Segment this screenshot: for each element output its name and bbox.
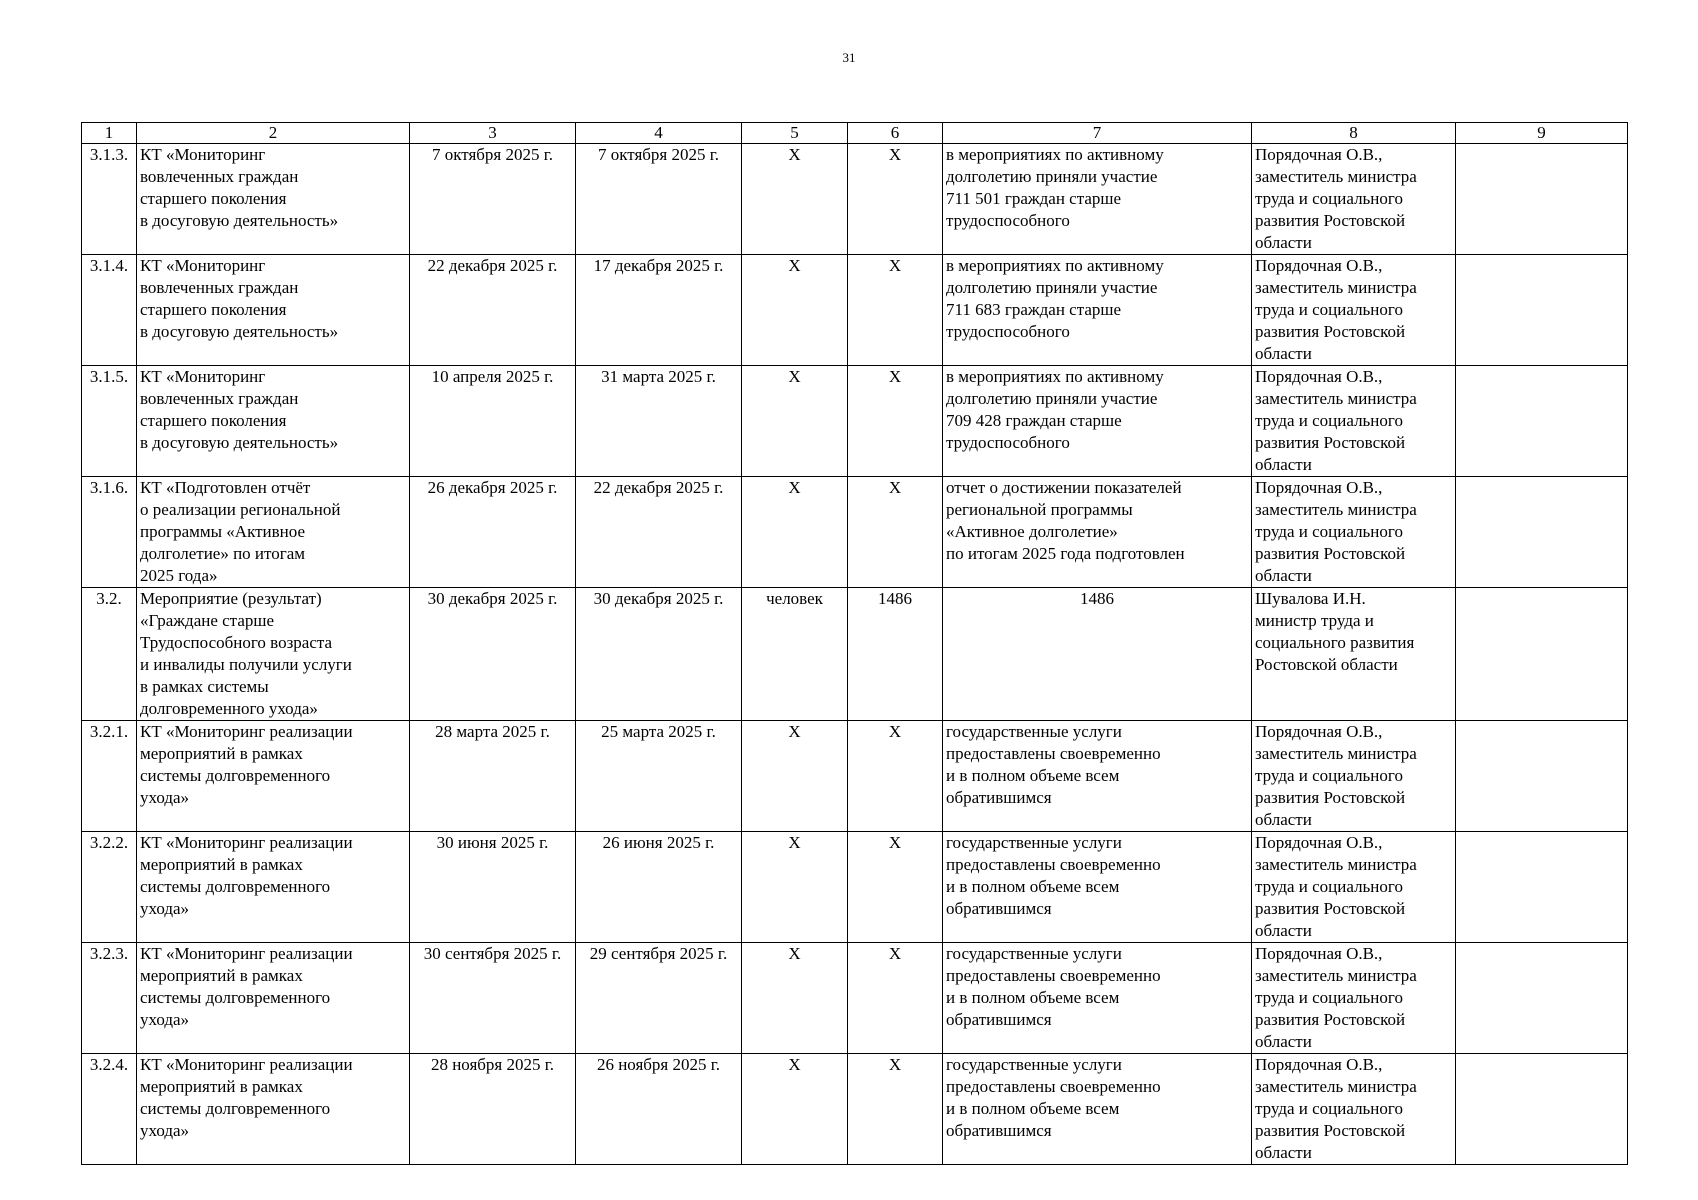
column-header: 3 [410,123,576,144]
planned-date-cell: 30 июня 2025 г. [410,832,576,943]
table-row [82,1054,1628,1165]
responsible-person-cell: Порядочная О.В., заместитель министра труда и социального развития Ростовской области [1252,1054,1456,1165]
planned-date-cell: 10 апреля 2025 г. [410,366,576,477]
event-name-cell: КТ «Мониторинг реализации мероприятий в рамках системы долговременного ухода» [137,721,410,832]
planned-date-cell: 26 декабря 2025 г. [410,477,576,588]
event-name-cell: КТ «Мониторинг вовлеченных граждан старшего поколения в досуговую деятельность» [137,366,410,477]
table-header-row [82,123,1628,144]
responsible-person-cell: Порядочная О.В., заместитель министра труда и социального развития Ростовской области [1252,721,1456,832]
row-number-cell: 3.2. [82,588,137,721]
result-text-cell: в мероприятиях по активному долголетию приняли участие 711 683 граждан старше трудоспособного [943,255,1252,366]
row-number-cell: 3.2.3. [82,943,137,1054]
planned-date-cell: 22 декабря 2025 г. [410,255,576,366]
result-text-cell: государственные услуги предоставлены своевременно и в полном объеме всем обратившимся [943,943,1252,1054]
unit-cell: Х [742,144,848,255]
row-number-cell: 3.1.3. [82,144,137,255]
responsible-person-cell: Порядочная О.В., заместитель министра труда и социального развития Ростовской области [1252,832,1456,943]
note-cell [1456,1054,1628,1165]
unit-cell: Х [742,366,848,477]
note-cell [1456,366,1628,477]
document-table [81,122,1628,1165]
planned-date-cell: 30 сентября 2025 г. [410,943,576,1054]
row-number-cell: 3.2.2. [82,832,137,943]
value-cell: Х [848,144,943,255]
responsible-person-cell: Порядочная О.В., заместитель министра труда и социального развития Ростовской области [1252,366,1456,477]
unit-cell: Х [742,721,848,832]
actual-date-cell: 22 декабря 2025 г. [576,477,742,588]
actual-date-cell: 29 сентября 2025 г. [576,943,742,1054]
column-header: 1 [82,123,137,144]
note-cell [1456,588,1628,721]
unit-cell: Х [742,1054,848,1165]
note-cell [1456,144,1628,255]
value-cell: Х [848,255,943,366]
value-cell: Х [848,366,943,477]
event-name-cell: КТ «Мониторинг реализации мероприятий в рамках системы долговременного ухода» [137,943,410,1054]
result-text-cell: государственные услуги предоставлены своевременно и в полном объеме всем обратившимся [943,721,1252,832]
row-number-cell: 3.2.4. [82,1054,137,1165]
table-row [82,477,1628,588]
result-text-cell: государственные услуги предоставлены своевременно и в полном объеме всем обратившимся [943,1054,1252,1165]
row-number-cell: 3.2.1. [82,721,137,832]
table-row [82,366,1628,477]
event-name-cell: КТ «Мониторинг вовлеченных граждан старшего поколения в досуговую деятельность» [137,144,410,255]
note-cell [1456,721,1628,832]
event-name-cell: КТ «Мониторинг вовлеченных граждан старшего поколения в досуговую деятельность» [137,255,410,366]
actual-date-cell: 26 ноября 2025 г. [576,1054,742,1165]
value-cell: Х [848,832,943,943]
actual-date-cell: 31 марта 2025 г. [576,366,742,477]
column-header: 4 [576,123,742,144]
result-text-cell: государственные услуги предоставлены своевременно и в полном объеме всем обратившимся [943,832,1252,943]
table-row [82,832,1628,943]
responsible-person-cell: Порядочная О.В., заместитель министра труда и социального развития Ростовской области [1252,943,1456,1054]
column-header: 9 [1456,123,1628,144]
table-row [82,255,1628,366]
event-name-cell: КТ «Подготовлен отчёт о реализации региональной программы «Активное долголетие» по итогам 2025 года» [137,477,410,588]
value-cell: Х [848,943,943,1054]
table-row [82,943,1628,1054]
event-name-cell: КТ «Мониторинг реализации мероприятий в рамках системы долговременного ухода» [137,1054,410,1165]
value-cell: 1486 [848,588,943,721]
responsible-person-cell: Порядочная О.В., заместитель министра труда и социального развития Ростовской области [1252,255,1456,366]
note-cell [1456,943,1628,1054]
row-number-cell: 3.1.4. [82,255,137,366]
result-text-cell: отчет о достижении показателей региональной программы «Активное долголетие» по итогам 2025 года подготовлен [943,477,1252,588]
responsible-person-cell: Порядочная О.В., заместитель министра труда и социального развития Ростовской области [1252,144,1456,255]
value-cell: Х [848,1054,943,1165]
value-cell: Х [848,477,943,588]
unit-cell: Х [742,255,848,366]
note-cell [1456,255,1628,366]
row-number-cell: 3.1.6. [82,477,137,588]
column-header: 8 [1252,123,1456,144]
unit-cell: Х [742,477,848,588]
page-number: 31 [842,50,856,65]
responsible-person-cell: Порядочная О.В., заместитель министра труда и социального развития Ростовской области [1252,477,1456,588]
table-row [82,588,1628,721]
actual-date-cell: 17 декабря 2025 г. [576,255,742,366]
responsible-person-cell: Шувалова И.Н. министр труда и социального развития Ростовской области [1252,588,1456,721]
actual-date-cell: 30 декабря 2025 г. [576,588,742,721]
unit-cell: Х [742,832,848,943]
table-row [82,144,1628,255]
column-header: 5 [742,123,848,144]
planned-date-cell: 28 ноября 2025 г. [410,1054,576,1165]
event-name-cell: Мероприятие (результат) «Граждане старше Трудоспособного возраста и инвалиды получили услуги в рамках системы долговременного ухода» [137,588,410,721]
unit-cell: Х [742,943,848,1054]
note-cell [1456,832,1628,943]
row-number-cell: 3.1.5. [82,366,137,477]
event-name-cell: КТ «Мониторинг реализации мероприятий в рамках системы долговременного ухода» [137,832,410,943]
note-cell [1456,477,1628,588]
result-text-cell: 1486 [943,588,1252,721]
column-header: 2 [137,123,410,144]
planned-date-cell: 30 декабря 2025 г. [410,588,576,721]
planned-date-cell: 7 октября 2025 г. [410,144,576,255]
planned-date-cell: 28 марта 2025 г. [410,721,576,832]
table-row [82,721,1628,832]
actual-date-cell: 26 июня 2025 г. [576,832,742,943]
unit-cell: человек [742,588,848,721]
column-header: 6 [848,123,943,144]
result-text-cell: в мероприятиях по активному долголетию приняли участие 709 428 граждан старше трудоспособного [943,366,1252,477]
actual-date-cell: 7 октября 2025 г. [576,144,742,255]
value-cell: Х [848,721,943,832]
actual-date-cell: 25 марта 2025 г. [576,721,742,832]
column-header: 7 [943,123,1252,144]
result-text-cell: в мероприятиях по активному долголетию приняли участие 711 501 граждан старше трудоспособного [943,144,1252,255]
